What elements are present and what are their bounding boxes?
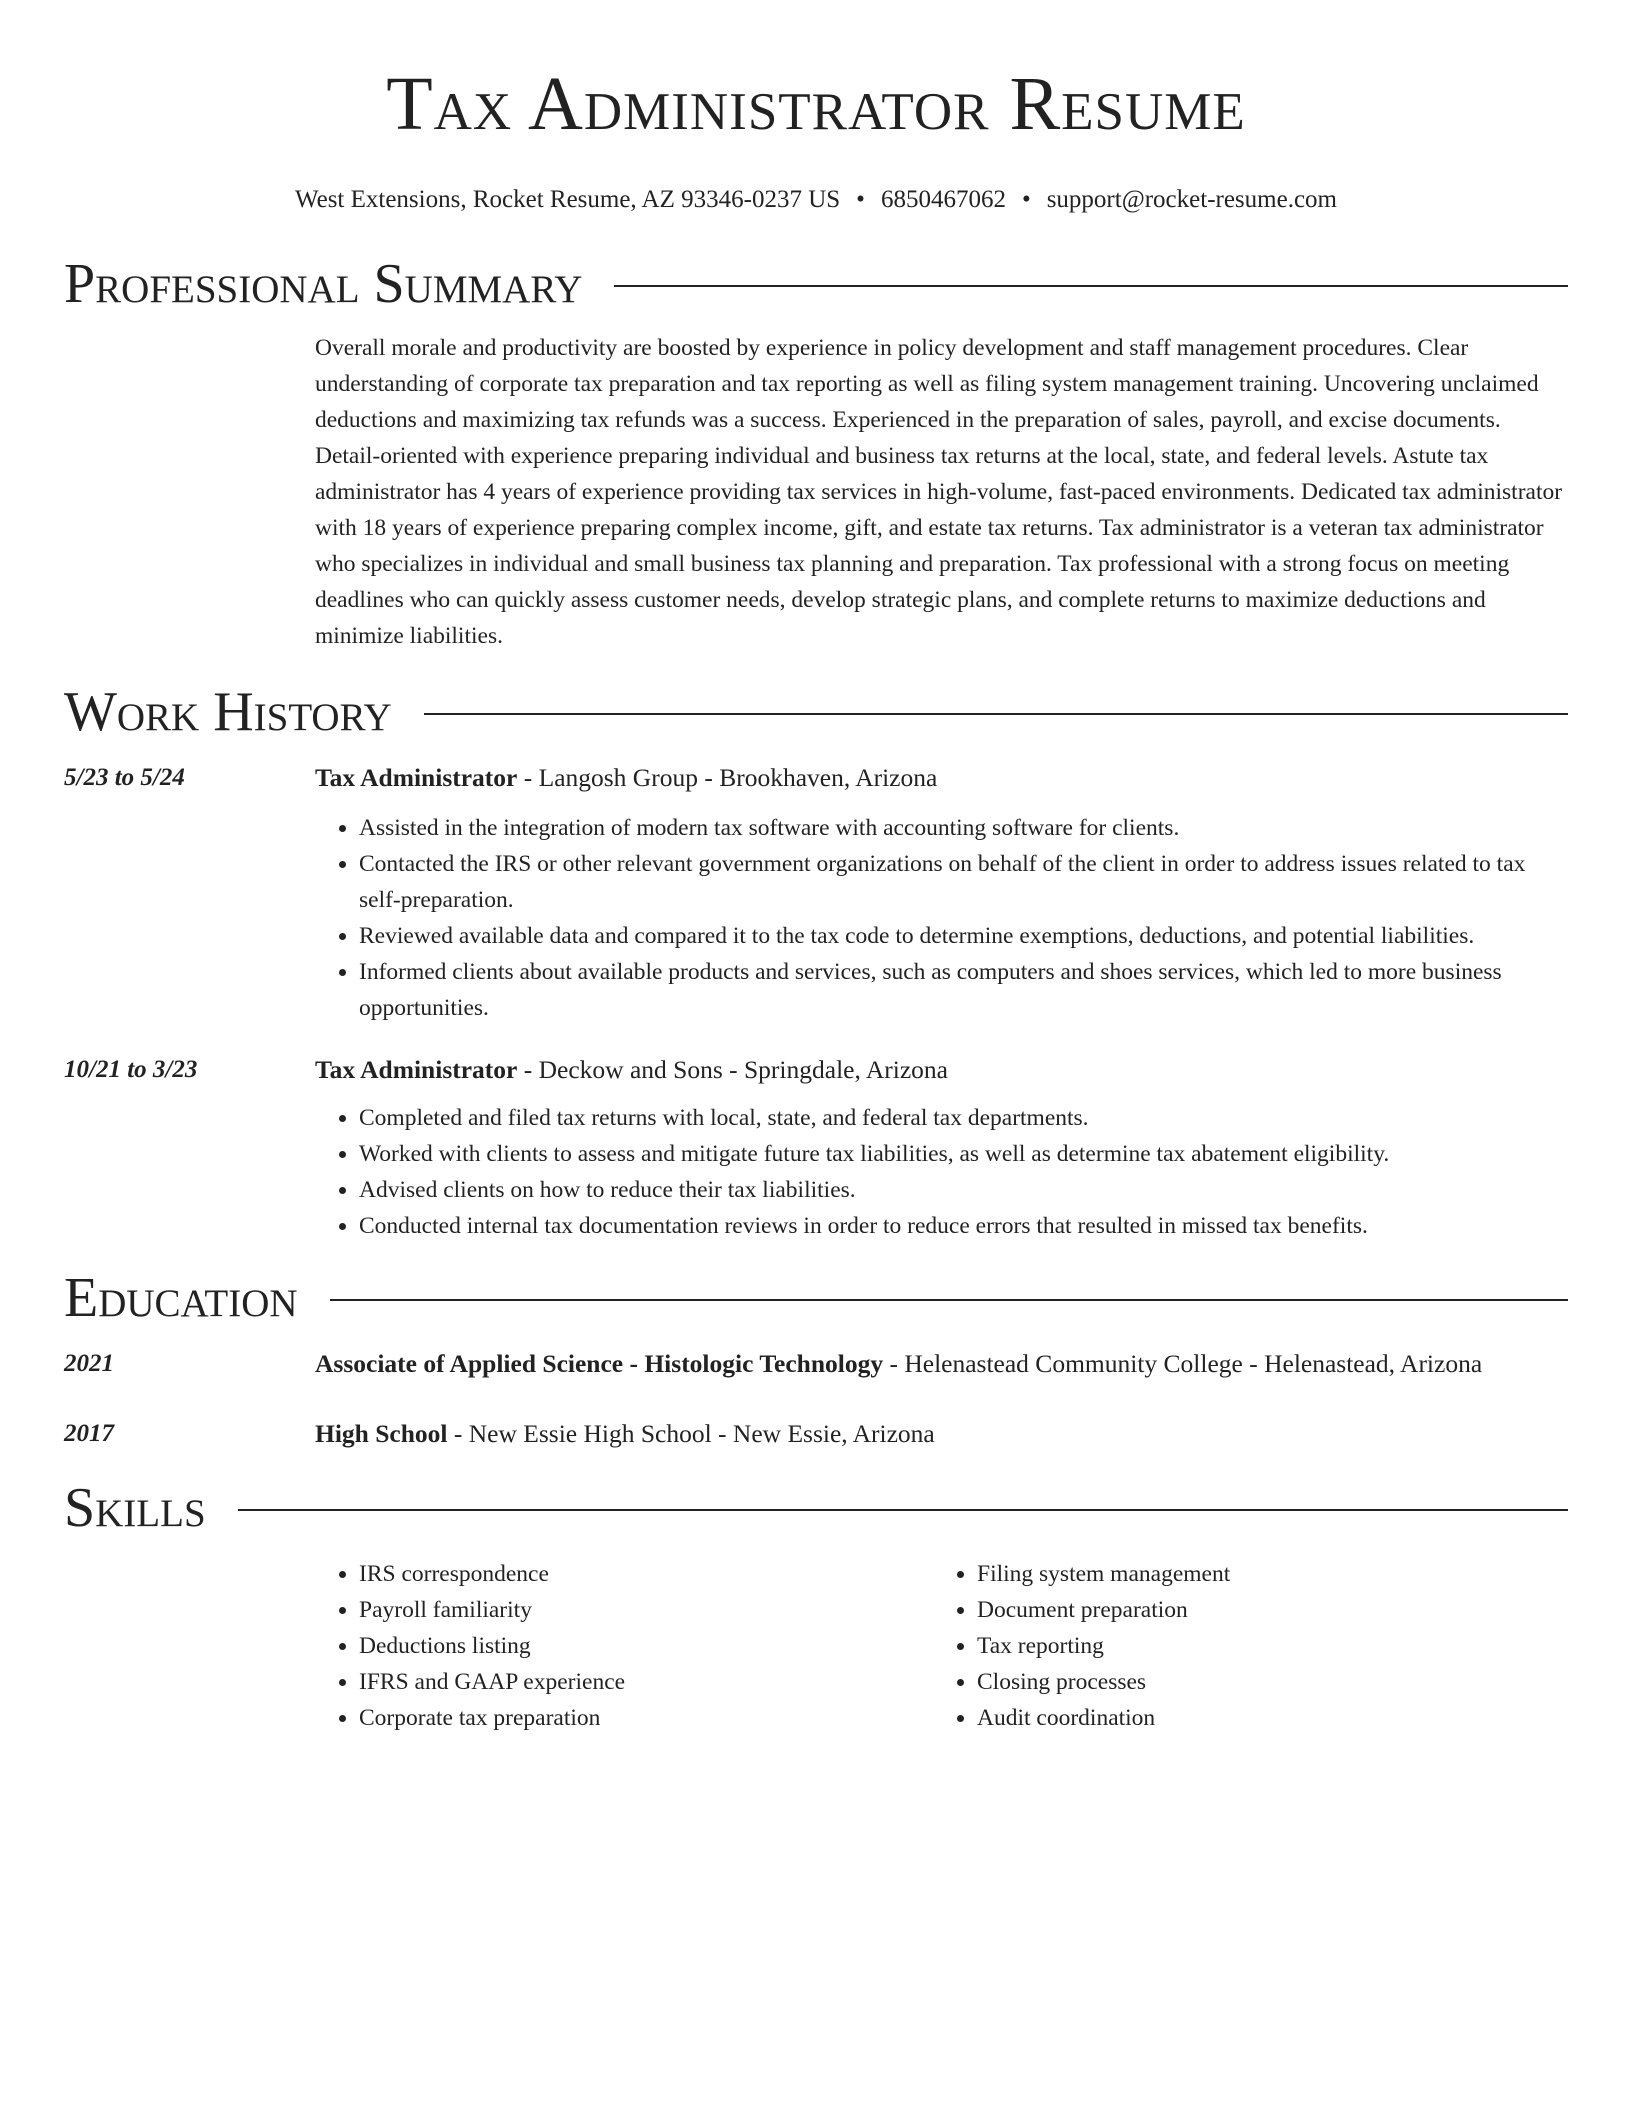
contact-address: West Extensions, Rocket Resume, AZ 93346-0237 US: [295, 186, 841, 213]
section-heading-education: Education: [64, 1267, 298, 1329]
job-bullets: [315, 1100, 1568, 1244]
job-dates: 10/21 to 3/23: [64, 1056, 198, 1083]
skill-item: • Audit coordination: [977, 1700, 1551, 1736]
resume-title: Tax Administrator Resume: [386, 62, 1246, 146]
contact-phone: 6850467062: [880, 186, 1006, 213]
section-divider: [614, 285, 1568, 287]
section-work-header: [64, 680, 1568, 744]
job-heading: [315, 1052, 1568, 1088]
job-title: Tax Administrator: [315, 1055, 518, 1084]
skills-list-right: [933, 1556, 1551, 1736]
education-entry: [64, 1346, 1568, 1382]
skills-row: [64, 1556, 1568, 1736]
skills-columns: [315, 1556, 1568, 1736]
job-entry: [64, 760, 1568, 1026]
section-heading-skills: Skills: [64, 1477, 206, 1539]
education-year: 2017: [64, 1420, 114, 1447]
section-divider: [330, 1299, 1568, 1301]
skill-item: • Deductions listing: [359, 1628, 933, 1664]
job-bullets: [315, 810, 1568, 1026]
skill-item: • Filing system management: [977, 1556, 1551, 1592]
skill-item: • Closing processes: [977, 1664, 1551, 1700]
contact-line: [64, 184, 1568, 216]
job-bullet: • Advised clients on how to reduce their tax liabilities.: [359, 1172, 1568, 1208]
section-summary-header: [64, 252, 1568, 316]
contact-separator: •: [1021, 186, 1031, 213]
section-education-header: [64, 1266, 1568, 1330]
skills-spacer: [64, 1556, 315, 1736]
skill-item: • IRS correspondence: [359, 1556, 933, 1592]
job-details: - Deckow and Sons - Springdale, Arizona: [517, 1055, 948, 1084]
education-degree: Associate of Applied Science - Histologic Technology: [315, 1349, 884, 1378]
education-heading: [315, 1416, 1568, 1452]
summary-spacer: [64, 330, 315, 654]
education-details: - New Essie High School - New Essie, Arizona: [447, 1419, 935, 1448]
skill-item: • Document preparation: [977, 1592, 1551, 1628]
job-heading: [315, 760, 1568, 796]
section-divider: [238, 1509, 1568, 1511]
contact-email: support@rocket-resume.com: [1046, 186, 1337, 213]
skill-item: • Payroll familiarity: [359, 1592, 933, 1628]
education-heading: [315, 1346, 1568, 1382]
job-bullet: • Contacted the IRS or other relevant government organizations on behalf of the client in order to address issues related to tax self-preparation.: [359, 846, 1568, 918]
section-divider: [424, 713, 1568, 715]
skill-item: • Tax reporting: [977, 1628, 1551, 1664]
job-bullet: • Informed clients about available products and services, such as computers and shoes services, which led to more business opportunities.: [359, 954, 1568, 1026]
section-heading-work: Work History: [64, 681, 392, 743]
contact-separator: •: [856, 186, 865, 213]
skill-item: • Corporate tax preparation: [359, 1700, 933, 1736]
job-bullet: • Worked with clients to assess and mitigate future tax liabilities, as well as determine tax abatement eligibility.: [359, 1136, 1568, 1172]
education-entry: [64, 1416, 1568, 1452]
job-title: Tax Administrator: [315, 763, 518, 792]
job-details: - Langosh Group - Brookhaven, Arizona: [517, 763, 938, 792]
education-details: - Helenastead Community College - Helenastead, Arizona: [883, 1349, 1483, 1378]
job-bullet: • Conducted internal tax documentation reviews in order to reduce errors that resulted in missed tax benefits.: [359, 1208, 1568, 1244]
skill-item: • IFRS and GAAP experience: [359, 1664, 933, 1700]
job-bullet: • Assisted in the integration of modern tax software with accounting software for clients.: [359, 810, 1568, 846]
education-degree: High School: [315, 1419, 448, 1448]
education-year: 2021: [64, 1350, 114, 1377]
job-bullet: • Completed and filed tax returns with local, state, and federal tax departments.: [359, 1100, 1568, 1136]
summary-row: [64, 330, 1568, 654]
job-dates: 5/23 to 5/24: [64, 764, 185, 791]
job-entry: [64, 1052, 1568, 1244]
section-heading-summary: Professional Summary: [64, 253, 583, 315]
skills-list-left: [315, 1556, 933, 1736]
job-bullet: • Reviewed available data and compared it to the tax code to determine exemptions, deductions, and potential liabilities.: [359, 918, 1568, 954]
section-skills-header: [64, 1476, 1568, 1540]
summary-text: Overall morale and productivity are boosted by experience in policy development and staff management procedures. Clear understanding of corporate tax preparation and tax reporting as well as filing system management training. Uncovering unclaimed deductions and maximizing tax refunds was a success. Experienced in the preparation of sales, payroll, and excise documents. Detail-oriented with experience preparing individual and business tax returns at the local, state, and federal levels. Astute tax administrator has 4 years of experience providing tax services in high-volume, fast-paced environments. Dedicated tax administrator with 18 years of experience preparing complex income, gift, and estate tax returns. Tax administrator is a veteran tax administrator who specializes in individual and small business tax planning and preparation. Tax professional with a strong focus on meeting deadlines who can quickly assess customer needs, develop strategic plans, and complete returns to maximize deductions and minimize liabilities.: [315, 335, 1563, 649]
